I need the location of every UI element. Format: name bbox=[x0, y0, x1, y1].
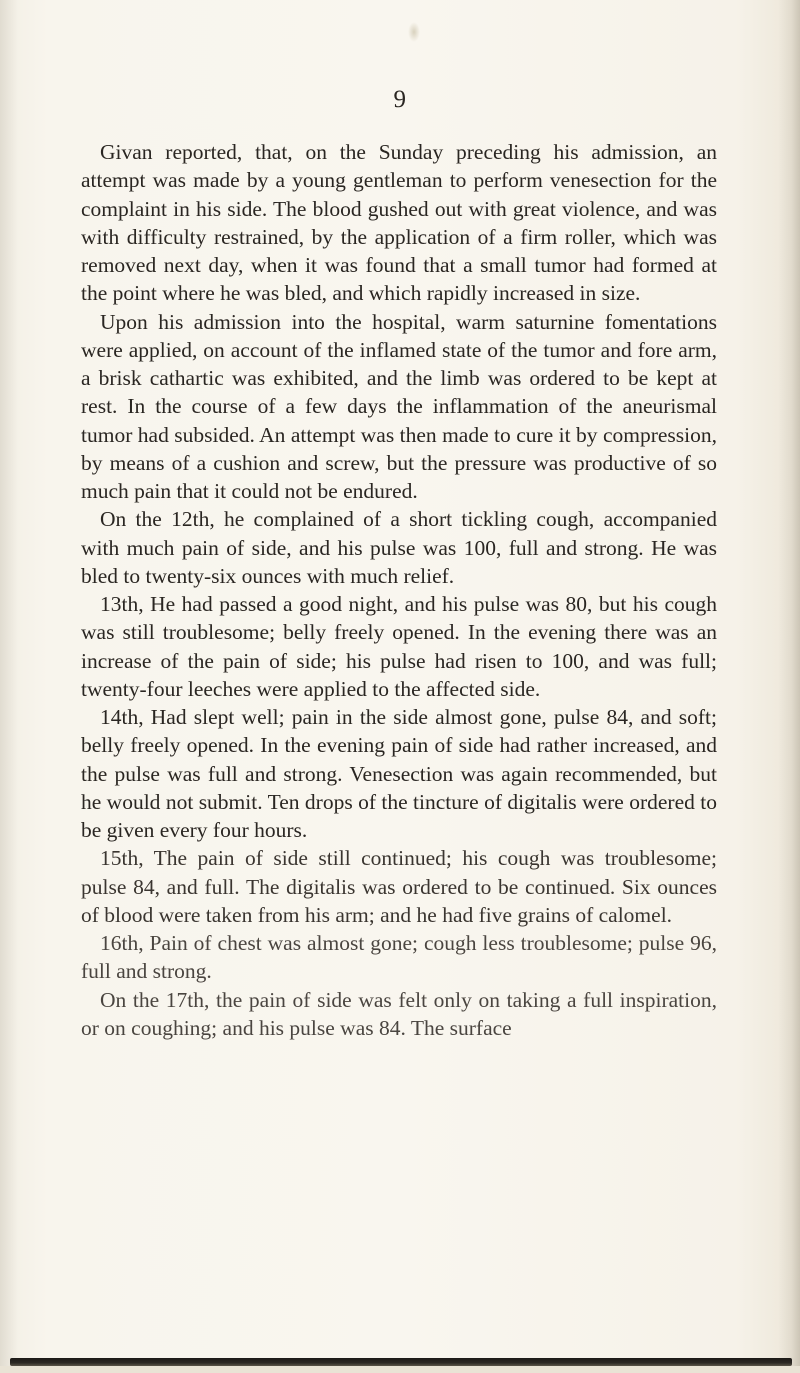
paragraph-12th: On the 12th, he complained of a short tickling cough, accompanied with much pain of side, and his pulse was 100, full and strong. He was bled to twenty-six ounces with much relief. bbox=[81, 507, 717, 588]
body-text bbox=[81, 138, 717, 1042]
paragraph-admission: Upon his admission into the hospital, warm saturnine fomentations were applied, on account of the inflamed state of the tumor and fore arm, a brisk cathartic was exhibited, and the limb was ordered to be kept at rest. In the course of a few days the inflammation of the aneurismal tumor had subsided. An attempt was then made to cure it by compression, by means of a cushion and screw, but the pressure was productive of so much pain that it could not be endured. bbox=[81, 309, 717, 503]
page-bottom-edge bbox=[10, 1358, 792, 1366]
page-bottom-margin bbox=[0, 1366, 800, 1373]
page-right-shadow bbox=[778, 0, 800, 1373]
ink-smudge bbox=[408, 22, 420, 42]
paragraph-13th: 13th, He had passed a good night, and his pulse was 80, but his cough was still troublesome; belly freely opened. In the evening there was an increase of the pain of side; his pulse had risen to 100, and was full; twenty-four leeches were applied to the affected side. bbox=[81, 592, 717, 701]
page-number: 9 bbox=[393, 86, 407, 113]
page-left-shadow bbox=[0, 0, 18, 1373]
paragraph-16th: 16th, Pain of chest was almost gone; cough less troublesome; pulse 96, full and strong. bbox=[81, 931, 717, 984]
paragraph-15th: 15th, The pain of side still continued; his cough was troublesome; pulse 84, and full. The digitalis was ordered to be continued. Six ounces of blood were taken from his arm; and he had five grains of calomel. bbox=[81, 846, 717, 927]
paragraph-14th: 14th, Had slept well; pain in the side almost gone, pulse 84, and soft; belly freely opened. In the evening pain of side had rather increased, and the pulse was full and strong. Venesection was again recommended, but he would not submit. Ten drops of the tincture of digitalis were ordered to be given every four hours. bbox=[81, 705, 717, 842]
paragraph-givan-report: Givan reported, that, on the Sunday preceding his admission, an attempt was made by a young gentleman to perform venesection for the complaint in his side. The blood gushed out with great violence, and was with difficulty restrained, by the application of a firm roller, which was removed next day, when it was found that a small tumor had formed at the point where he was bled, and which rapidly increased in size. bbox=[81, 140, 717, 306]
paragraph-17th: On the 17th, the pain of side was felt only on taking a full inspiration, or on coughing; and his pulse was 84. The surface bbox=[81, 987, 717, 1040]
